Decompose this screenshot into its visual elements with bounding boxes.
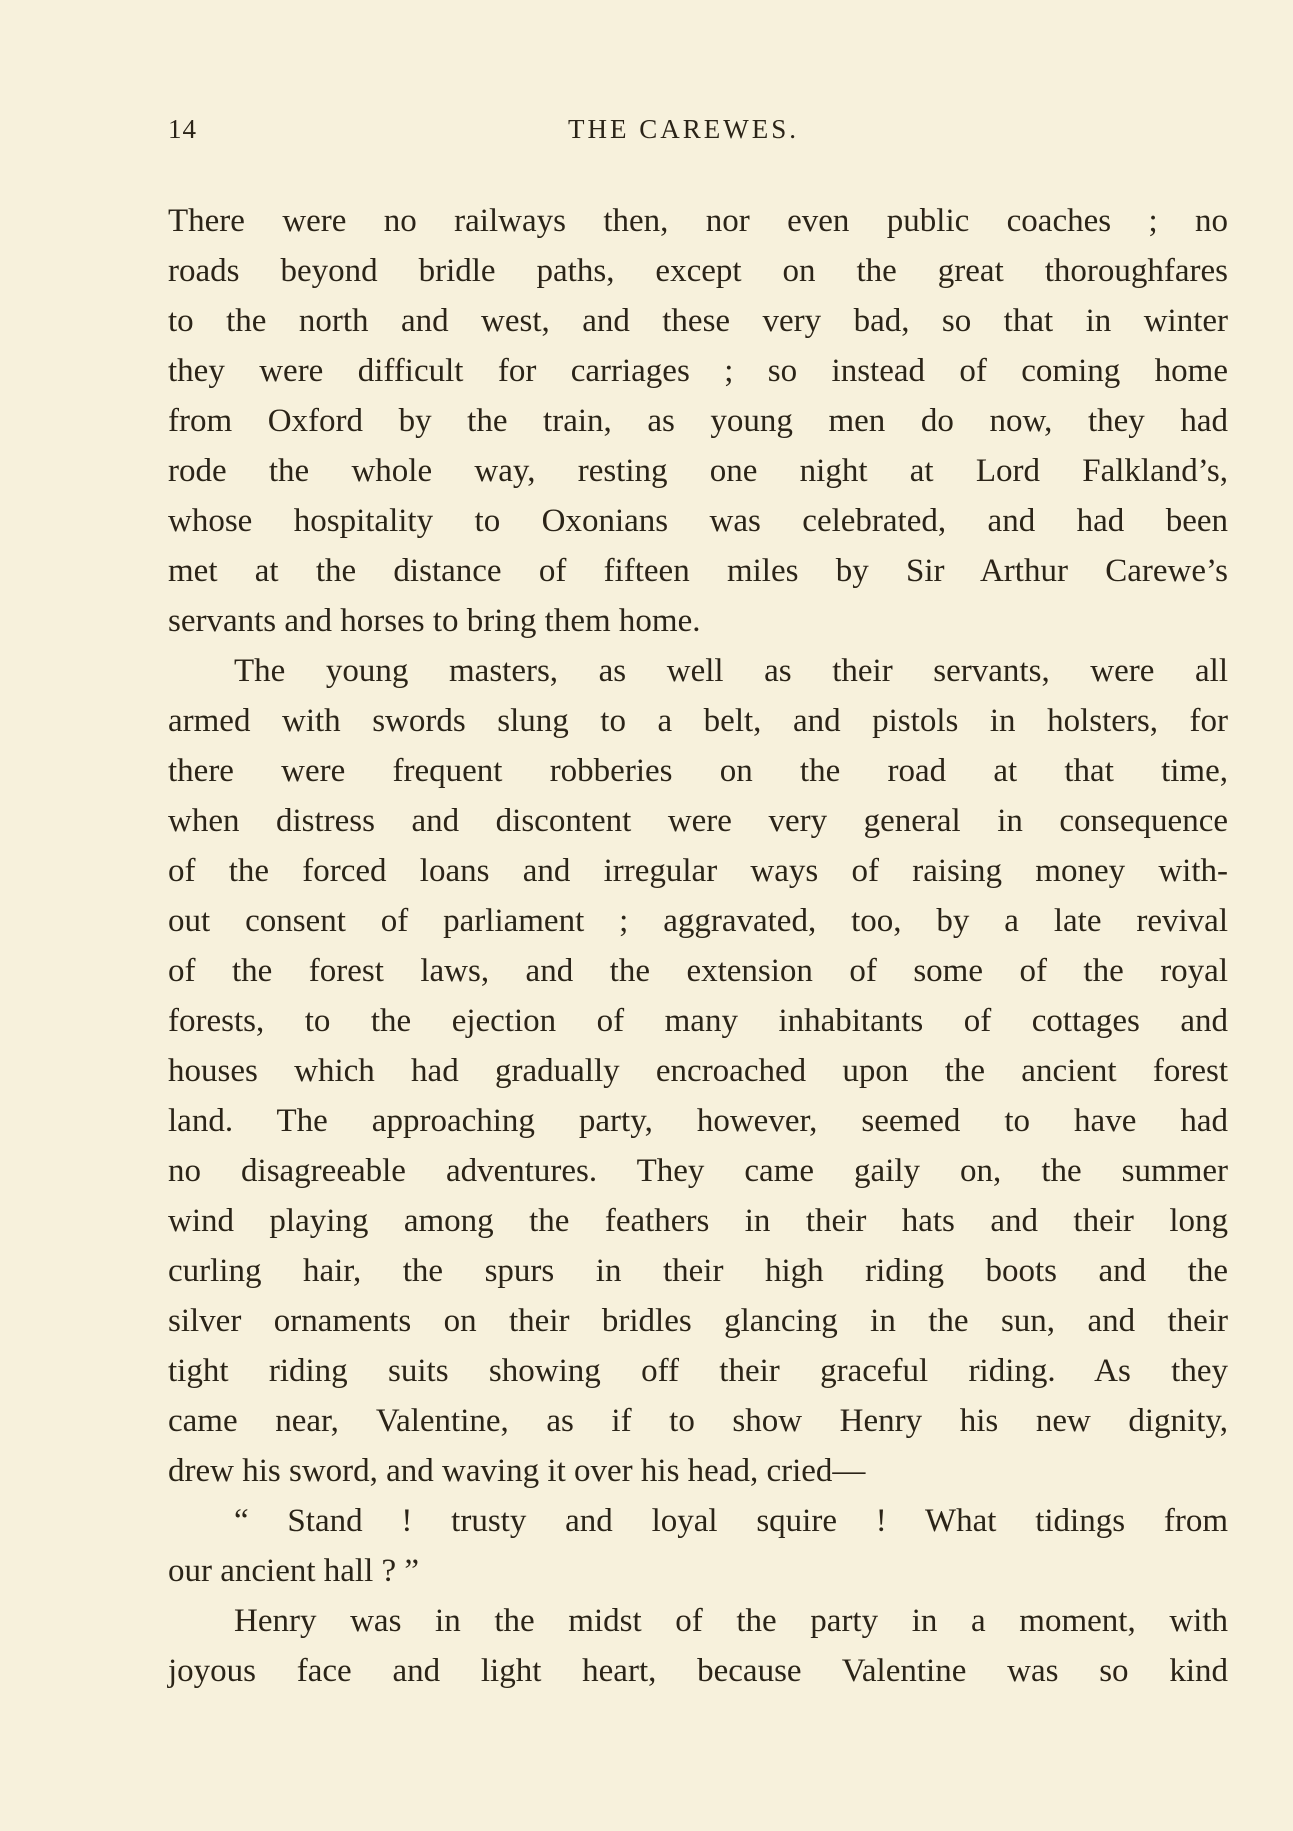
text-line: The young masters, as well as their servants, were all <box>234 653 1228 689</box>
text-line: silver ornaments on their bridles glancing in the sun, and their <box>168 1303 1228 1339</box>
text-line: drew his sword, and waving it over his head, cried— <box>168 1453 866 1489</box>
text-line: when distress and discontent were very general in consequence <box>168 803 1228 839</box>
page-number: 14 <box>168 114 197 144</box>
text-line: to the north and west, and these very bad, so that in winter <box>168 303 1228 339</box>
text-line: of the forest laws, and the extension of some of the royal <box>168 953 1228 989</box>
text-line: rode the whole way, resting one night at Lord Falkland’s, <box>168 453 1228 489</box>
text-line: Henry was in the midst of the party in a moment, with <box>234 1603 1228 1639</box>
text-line: roads beyond bridle paths, except on the great thoroughfares <box>168 253 1228 289</box>
text-line: armed with swords slung to a belt, and pistols in holsters, for <box>168 703 1228 739</box>
text-line: servants and horses to bring them home. <box>168 603 701 639</box>
text-line: out consent of parliament ; aggravated, too, by a late revival <box>168 903 1228 939</box>
text-line: forests, to the ejection of many inhabitants of cottages and <box>168 1003 1228 1039</box>
text-line: “ Stand ! trusty and loyal squire ! What tidings from <box>234 1503 1228 1539</box>
text-line: land. The approaching party, however, seemed to have had <box>168 1103 1228 1139</box>
text-line: there were frequent robberies on the road at that time, <box>168 753 1228 789</box>
text-line: joyous face and light heart, because Valentine was so kind <box>168 1653 1228 1689</box>
text-line: curling hair, the spurs in their high riding boots and the <box>168 1253 1228 1289</box>
running-title: THE CAREWES. <box>568 114 799 144</box>
text-line: tight riding suits showing off their graceful riding. As they <box>168 1353 1228 1389</box>
text-line: our ancient hall ? ” <box>168 1553 420 1589</box>
body-text <box>168 196 1228 1696</box>
text-line: they were difficult for carriages ; so instead of coming home <box>168 353 1228 389</box>
text-line: came near, Valentine, as if to show Henry his new dignity, <box>168 1403 1228 1439</box>
text-line: There were no railways then, nor even public coaches ; no <box>168 203 1228 239</box>
text-line: from Oxford by the train, as young men do now, they had <box>168 403 1228 439</box>
text-line: no disagreeable adventures. They came gaily on, the summer <box>168 1153 1228 1189</box>
text-line: met at the distance of fifteen miles by Sir Arthur Carewe’s <box>168 553 1228 589</box>
page-header <box>168 114 1228 154</box>
text-line: wind playing among the feathers in their hats and their long <box>168 1203 1228 1239</box>
text-line: houses which had gradually encroached upon the ancient forest <box>168 1053 1228 1089</box>
text-line: of the forced loans and irregular ways of raising money with- <box>168 853 1228 889</box>
text-line: whose hospitality to Oxonians was celebrated, and had been <box>168 503 1228 539</box>
